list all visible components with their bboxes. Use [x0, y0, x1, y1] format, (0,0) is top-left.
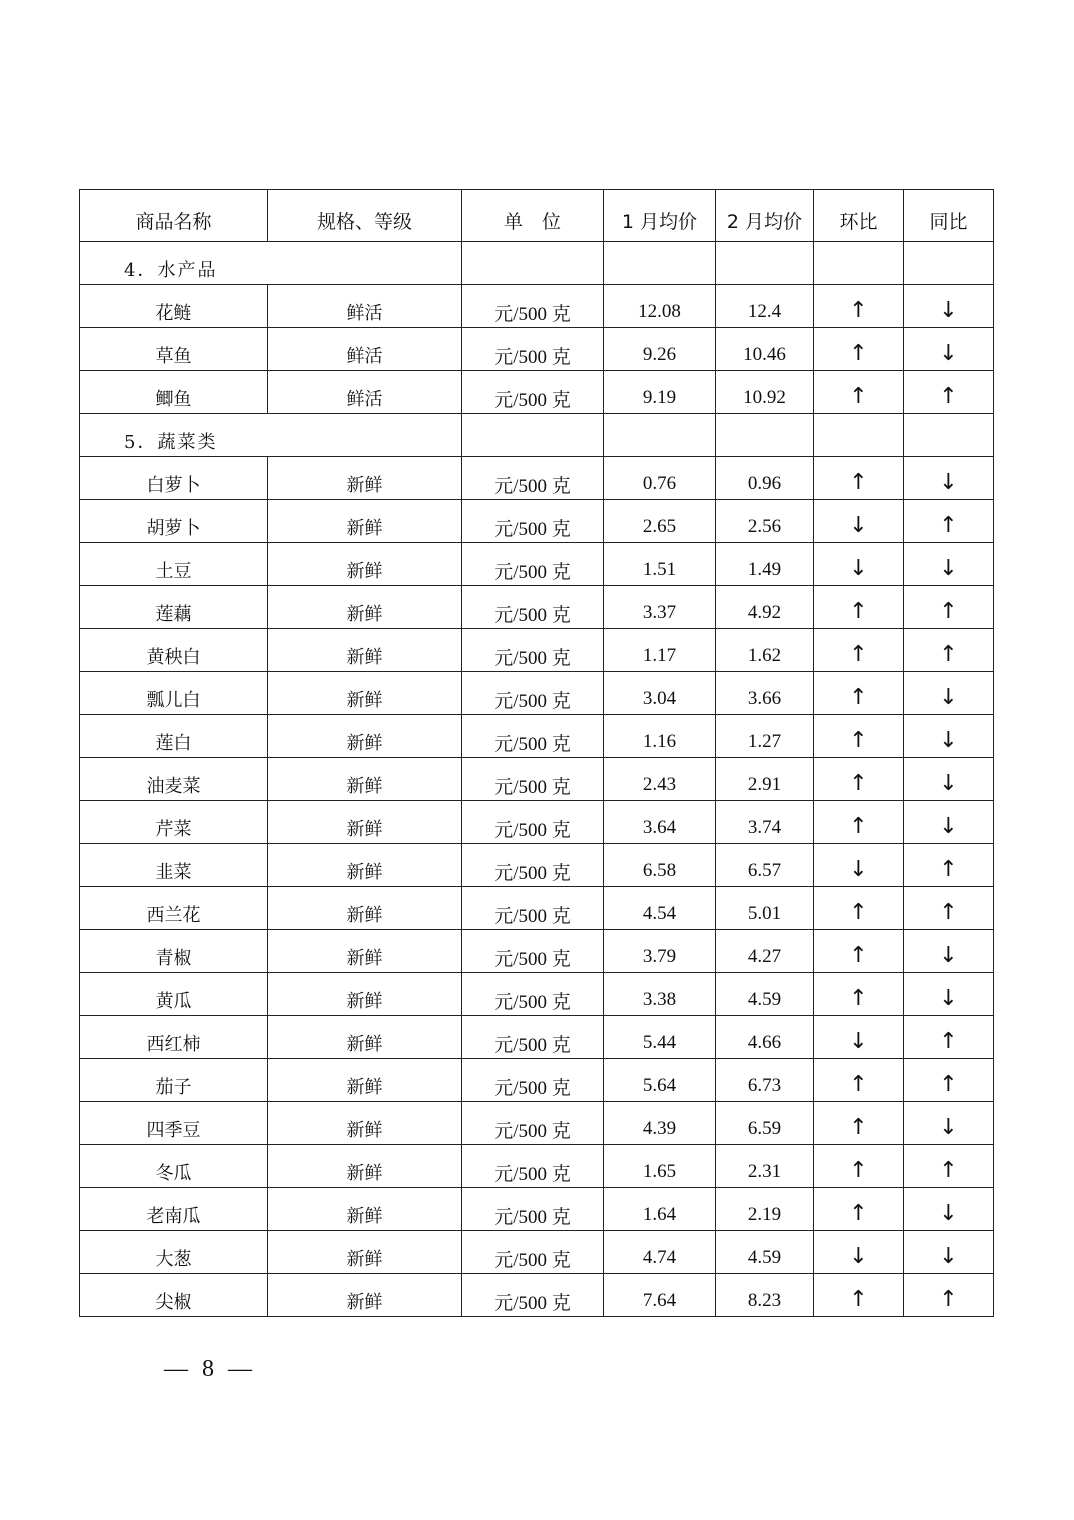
yoy-arrow: ↓: [904, 1188, 994, 1231]
jan-price: 5.64: [604, 1059, 716, 1102]
commodity-spec: 鲜活: [268, 285, 462, 328]
empty-cell: [904, 414, 994, 457]
feb-price: 3.66: [716, 672, 814, 715]
mom-arrow: ↓: [814, 844, 904, 887]
commodity-unit: 元/500 克: [462, 586, 604, 629]
commodity-unit: 元/500 克: [462, 758, 604, 801]
yoy-arrow: ↑: [904, 586, 994, 629]
mom-arrow: ↑: [814, 801, 904, 844]
yoy-arrow: ↑: [904, 887, 994, 930]
mom-arrow: ↑: [814, 1145, 904, 1188]
commodity-unit: 元/500 克: [462, 328, 604, 371]
commodity-name: 土豆: [80, 543, 268, 586]
jan-price: 4.74: [604, 1231, 716, 1274]
table-row: [80, 844, 994, 887]
section-label: 4．水产品: [80, 242, 462, 285]
jan-price: 1.65: [604, 1145, 716, 1188]
yoy-arrow: ↓: [904, 457, 994, 500]
mom-arrow: ↑: [814, 973, 904, 1016]
commodity-unit: 元/500 克: [462, 1145, 604, 1188]
jan-price: 4.54: [604, 887, 716, 930]
feb-price: 1.27: [716, 715, 814, 758]
commodity-spec: 新鲜: [268, 1145, 462, 1188]
header-unit: 单 位: [462, 190, 604, 242]
header-row: [80, 190, 994, 242]
commodity-name: 草鱼: [80, 328, 268, 371]
feb-price: 10.92: [716, 371, 814, 414]
section-row: [80, 242, 994, 285]
table-row: [80, 715, 994, 758]
mom-arrow: ↓: [814, 500, 904, 543]
yoy-arrow: ↓: [904, 285, 994, 328]
commodity-unit: 元/500 克: [462, 1016, 604, 1059]
empty-cell: [904, 242, 994, 285]
feb-price: 4.59: [716, 973, 814, 1016]
header-month-on-month: 环比: [814, 190, 904, 242]
commodity-name: 老南瓜: [80, 1188, 268, 1231]
commodity-name: 鲫鱼: [80, 371, 268, 414]
table-row: [80, 1188, 994, 1231]
commodity-spec: 新鲜: [268, 887, 462, 930]
feb-price: 10.46: [716, 328, 814, 371]
table-header: [80, 190, 994, 242]
commodity-spec: 新鲜: [268, 758, 462, 801]
feb-price: 2.56: [716, 500, 814, 543]
commodity-unit: 元/500 克: [462, 500, 604, 543]
table-row: [80, 973, 994, 1016]
yoy-arrow: ↑: [904, 1016, 994, 1059]
empty-cell: [462, 414, 604, 457]
commodity-unit: 元/500 克: [462, 285, 604, 328]
empty-cell: [716, 414, 814, 457]
table-row: [80, 500, 994, 543]
commodity-unit: 元/500 克: [462, 1188, 604, 1231]
commodity-name: 西红柿: [80, 1016, 268, 1059]
feb-price: 2.19: [716, 1188, 814, 1231]
jan-price: 3.37: [604, 586, 716, 629]
feb-price: 6.73: [716, 1059, 814, 1102]
commodity-name: 尖椒: [80, 1274, 268, 1317]
commodity-name: 黄瓜: [80, 973, 268, 1016]
commodity-name: 油麦菜: [80, 758, 268, 801]
header-year-on-year: 同比: [904, 190, 994, 242]
yoy-arrow: ↑: [904, 371, 994, 414]
price-table: [79, 189, 994, 1317]
yoy-arrow: ↑: [904, 844, 994, 887]
feb-price: 6.57: [716, 844, 814, 887]
commodity-name: 四季豆: [80, 1102, 268, 1145]
commodity-name: 青椒: [80, 930, 268, 973]
yoy-arrow: ↑: [904, 500, 994, 543]
mom-arrow: ↑: [814, 371, 904, 414]
feb-price: 0.96: [716, 457, 814, 500]
feb-price: 5.01: [716, 887, 814, 930]
commodity-spec: 新鲜: [268, 1188, 462, 1231]
commodity-unit: 元/500 克: [462, 1231, 604, 1274]
empty-cell: [462, 242, 604, 285]
section-label: 5．蔬菜类: [80, 414, 462, 457]
mom-arrow: ↑: [814, 1059, 904, 1102]
jan-price: 7.64: [604, 1274, 716, 1317]
commodity-spec: 鲜活: [268, 371, 462, 414]
yoy-arrow: ↓: [904, 672, 994, 715]
commodity-unit: 元/500 克: [462, 371, 604, 414]
table-row: [80, 672, 994, 715]
feb-price: 8.23: [716, 1274, 814, 1317]
yoy-arrow: ↓: [904, 801, 994, 844]
mom-arrow: ↑: [814, 586, 904, 629]
commodity-spec: 新鲜: [268, 586, 462, 629]
table-row: [80, 930, 994, 973]
commodity-unit: 元/500 克: [462, 457, 604, 500]
jan-price: 12.08: [604, 285, 716, 328]
commodity-spec: 鲜活: [268, 328, 462, 371]
table-row: [80, 1274, 994, 1317]
table-row: [80, 285, 994, 328]
mom-arrow: ↓: [814, 1231, 904, 1274]
header-name: 商品名称: [80, 190, 268, 242]
mom-arrow: ↑: [814, 1274, 904, 1317]
yoy-arrow: ↑: [904, 629, 994, 672]
commodity-spec: 新鲜: [268, 500, 462, 543]
jan-price: 1.16: [604, 715, 716, 758]
yoy-arrow: ↑: [904, 1145, 994, 1188]
table-row: [80, 1102, 994, 1145]
table-row: [80, 1059, 994, 1102]
commodity-spec: 新鲜: [268, 1231, 462, 1274]
commodity-unit: 元/500 克: [462, 1059, 604, 1102]
feb-price: 1.62: [716, 629, 814, 672]
commodity-spec: 新鲜: [268, 543, 462, 586]
table-row: [80, 371, 994, 414]
jan-price: 6.58: [604, 844, 716, 887]
mom-arrow: ↑: [814, 715, 904, 758]
yoy-arrow: ↓: [904, 328, 994, 371]
empty-cell: [814, 242, 904, 285]
commodity-spec: 新鲜: [268, 1274, 462, 1317]
table-row: [80, 801, 994, 844]
commodity-unit: 元/500 克: [462, 1102, 604, 1145]
jan-price: 9.26: [604, 328, 716, 371]
commodity-spec: 新鲜: [268, 629, 462, 672]
feb-price: 2.31: [716, 1145, 814, 1188]
feb-price: 4.66: [716, 1016, 814, 1059]
commodity-unit: 元/500 克: [462, 844, 604, 887]
section-row: [80, 414, 994, 457]
commodity-name: 胡萝卜: [80, 500, 268, 543]
mom-arrow: ↑: [814, 887, 904, 930]
table-row: [80, 1231, 994, 1274]
yoy-arrow: ↓: [904, 715, 994, 758]
commodity-name: 莲白: [80, 715, 268, 758]
mom-arrow: ↑: [814, 930, 904, 973]
header-jan-price: 1 月均价: [604, 190, 716, 242]
jan-price: 2.65: [604, 500, 716, 543]
feb-price: 3.74: [716, 801, 814, 844]
yoy-arrow: ↑: [904, 1059, 994, 1102]
yoy-arrow: ↓: [904, 543, 994, 586]
feb-price: 2.91: [716, 758, 814, 801]
commodity-unit: 元/500 克: [462, 930, 604, 973]
commodity-unit: 元/500 克: [462, 887, 604, 930]
feb-price: 4.27: [716, 930, 814, 973]
commodity-spec: 新鲜: [268, 1016, 462, 1059]
mom-arrow: ↑: [814, 328, 904, 371]
commodity-name: 黄秧白: [80, 629, 268, 672]
feb-price: 12.4: [716, 285, 814, 328]
mom-arrow: ↑: [814, 285, 904, 328]
commodity-unit: 元/500 克: [462, 1274, 604, 1317]
commodity-name: 大葱: [80, 1231, 268, 1274]
table-row: [80, 629, 994, 672]
jan-price: 2.43: [604, 758, 716, 801]
jan-price: 3.38: [604, 973, 716, 1016]
commodity-spec: 新鲜: [268, 844, 462, 887]
table-row: [80, 1145, 994, 1188]
feb-price: 4.59: [716, 1231, 814, 1274]
table-row: [80, 328, 994, 371]
jan-price: 5.44: [604, 1016, 716, 1059]
yoy-arrow: ↓: [904, 973, 994, 1016]
mom-arrow: ↑: [814, 629, 904, 672]
commodity-spec: 新鲜: [268, 457, 462, 500]
yoy-arrow: ↓: [904, 758, 994, 801]
header-feb-price: 2 月均价: [716, 190, 814, 242]
table-row: [80, 586, 994, 629]
mom-arrow: ↑: [814, 672, 904, 715]
mom-arrow: ↑: [814, 1102, 904, 1145]
jan-price: 3.04: [604, 672, 716, 715]
commodity-name: 冬瓜: [80, 1145, 268, 1188]
commodity-name: 西兰花: [80, 887, 268, 930]
commodity-unit: 元/500 克: [462, 973, 604, 1016]
jan-price: 1.64: [604, 1188, 716, 1231]
commodity-spec: 新鲜: [268, 930, 462, 973]
commodity-unit: 元/500 克: [462, 629, 604, 672]
mom-arrow: ↑: [814, 457, 904, 500]
table-row: [80, 758, 994, 801]
yoy-arrow: ↓: [904, 930, 994, 973]
commodity-name: 花鲢: [80, 285, 268, 328]
commodity-spec: 新鲜: [268, 801, 462, 844]
empty-cell: [814, 414, 904, 457]
commodity-spec: 新鲜: [268, 1102, 462, 1145]
commodity-spec: 新鲜: [268, 1059, 462, 1102]
feb-price: 6.59: [716, 1102, 814, 1145]
yoy-arrow: ↓: [904, 1102, 994, 1145]
mom-arrow: ↓: [814, 1016, 904, 1059]
commodity-name: 瓢儿白: [80, 672, 268, 715]
mom-arrow: ↑: [814, 1188, 904, 1231]
table-row: [80, 457, 994, 500]
jan-price: 3.79: [604, 930, 716, 973]
table-row: [80, 887, 994, 930]
feb-price: 4.92: [716, 586, 814, 629]
table-row: [80, 1016, 994, 1059]
jan-price: 3.64: [604, 801, 716, 844]
commodity-spec: 新鲜: [268, 672, 462, 715]
page-number: — 8 —: [164, 1356, 256, 1382]
commodity-unit: 元/500 克: [462, 801, 604, 844]
header-spec: 规格、等级: [268, 190, 462, 242]
commodity-name: 白萝卜: [80, 457, 268, 500]
mom-arrow: ↑: [814, 758, 904, 801]
empty-cell: [604, 242, 716, 285]
commodity-name: 茄子: [80, 1059, 268, 1102]
commodity-spec: 新鲜: [268, 715, 462, 758]
jan-price: 9.19: [604, 371, 716, 414]
jan-price: 4.39: [604, 1102, 716, 1145]
empty-cell: [604, 414, 716, 457]
commodity-unit: 元/500 克: [462, 672, 604, 715]
commodity-name: 莲藕: [80, 586, 268, 629]
commodity-name: 芹菜: [80, 801, 268, 844]
empty-cell: [716, 242, 814, 285]
commodity-spec: 新鲜: [268, 973, 462, 1016]
feb-price: 1.49: [716, 543, 814, 586]
table-row: [80, 543, 994, 586]
commodity-name: 韭菜: [80, 844, 268, 887]
jan-price: 1.17: [604, 629, 716, 672]
jan-price: 0.76: [604, 457, 716, 500]
commodity-unit: 元/500 克: [462, 543, 604, 586]
table-body: [80, 242, 994, 1317]
jan-price: 1.51: [604, 543, 716, 586]
mom-arrow: ↓: [814, 543, 904, 586]
yoy-arrow: ↑: [904, 1274, 994, 1317]
yoy-arrow: ↓: [904, 1231, 994, 1274]
commodity-unit: 元/500 克: [462, 715, 604, 758]
